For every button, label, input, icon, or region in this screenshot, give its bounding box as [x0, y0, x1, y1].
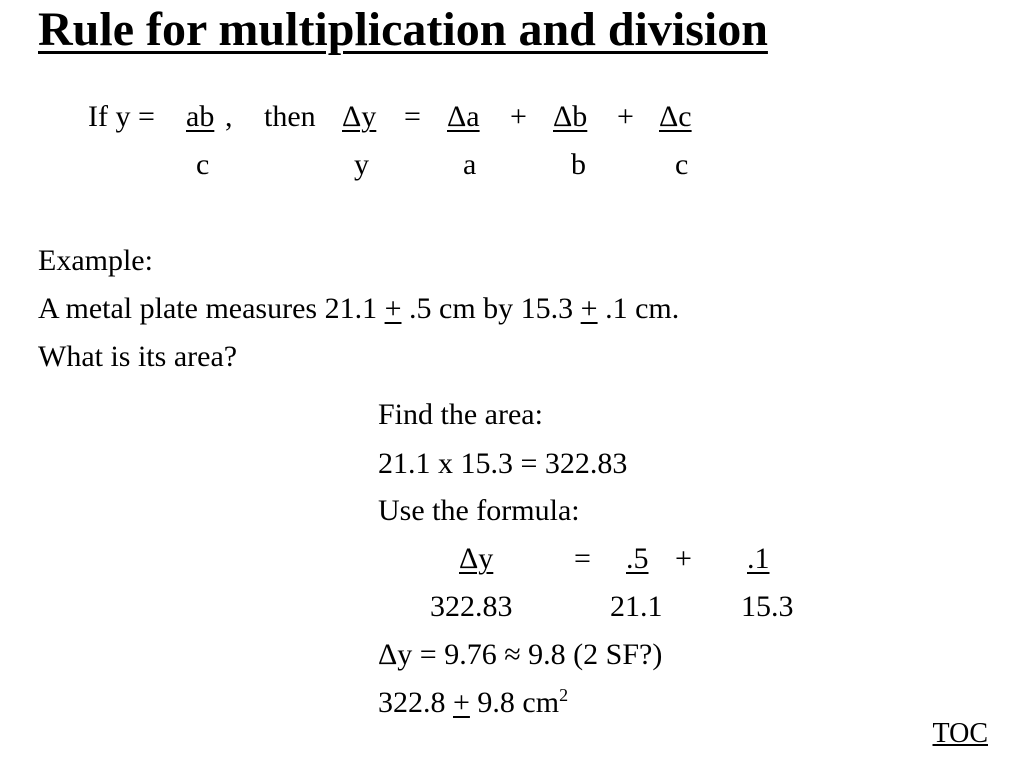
rule-dc-denominator: c [675, 148, 689, 181]
solution-final [378, 686, 568, 720]
example-heading: Example: [38, 244, 153, 277]
formula-n1: .5 [626, 542, 649, 575]
toc-link[interactable]: TOC [932, 718, 988, 749]
rule-frac-numerator: ab [186, 100, 215, 133]
rule-plus-2: + [617, 100, 634, 133]
formula-plus: + [675, 542, 692, 575]
rule-plus-1: + [510, 100, 527, 133]
rule-dy-denominator: y [354, 148, 369, 181]
plus-minus-symbol: + [580, 292, 598, 325]
solution-find: Find the area: [378, 398, 543, 431]
formula-d0: 322.83 [430, 590, 513, 623]
example-line-2: What is its area? [38, 340, 238, 373]
formula-d2: 15.3 [741, 590, 794, 623]
page-title: Rule for multiplication and division [38, 3, 768, 56]
example-line-1 [38, 292, 679, 326]
plus-minus-symbol: + [453, 686, 470, 719]
rule-db-denominator: b [571, 148, 586, 181]
rule-comma: , [225, 100, 233, 133]
example-text-b: .5 cm by 15.3 [401, 292, 581, 325]
rule-da-numerator: Δa [447, 100, 480, 133]
example-text-c: .1 cm. [597, 292, 680, 325]
rule-if-text: If y = [88, 100, 155, 133]
formula-dy-numerator: Δy [459, 542, 494, 575]
rule-equals: = [404, 100, 421, 133]
rule-frac-denominator: c [196, 148, 210, 181]
solution-use: Use the formula: [378, 494, 580, 527]
formula-d1: 21.1 [610, 590, 663, 623]
final-exponent: 2 [559, 685, 569, 705]
final-value: 322.8 [378, 686, 453, 719]
final-unit: 9.8 cm [469, 686, 560, 719]
example-text-a: A metal plate measures 21.1 [38, 292, 385, 325]
rule-dy-numerator: Δy [342, 100, 377, 133]
formula-n2: .1 [747, 542, 770, 575]
rule-then: then [264, 100, 316, 133]
solution-result: Δy = 9.76 ≈ 9.8 (2 SF?) [378, 638, 663, 671]
solution-calc: 21.1 x 15.3 = 322.83 [378, 447, 628, 480]
plus-minus-symbol: + [384, 292, 402, 325]
formula-equals: = [574, 542, 591, 575]
rule-dc-numerator: Δc [659, 100, 692, 133]
rule-da-denominator: a [463, 148, 477, 181]
rule-db-numerator: Δb [553, 100, 588, 133]
